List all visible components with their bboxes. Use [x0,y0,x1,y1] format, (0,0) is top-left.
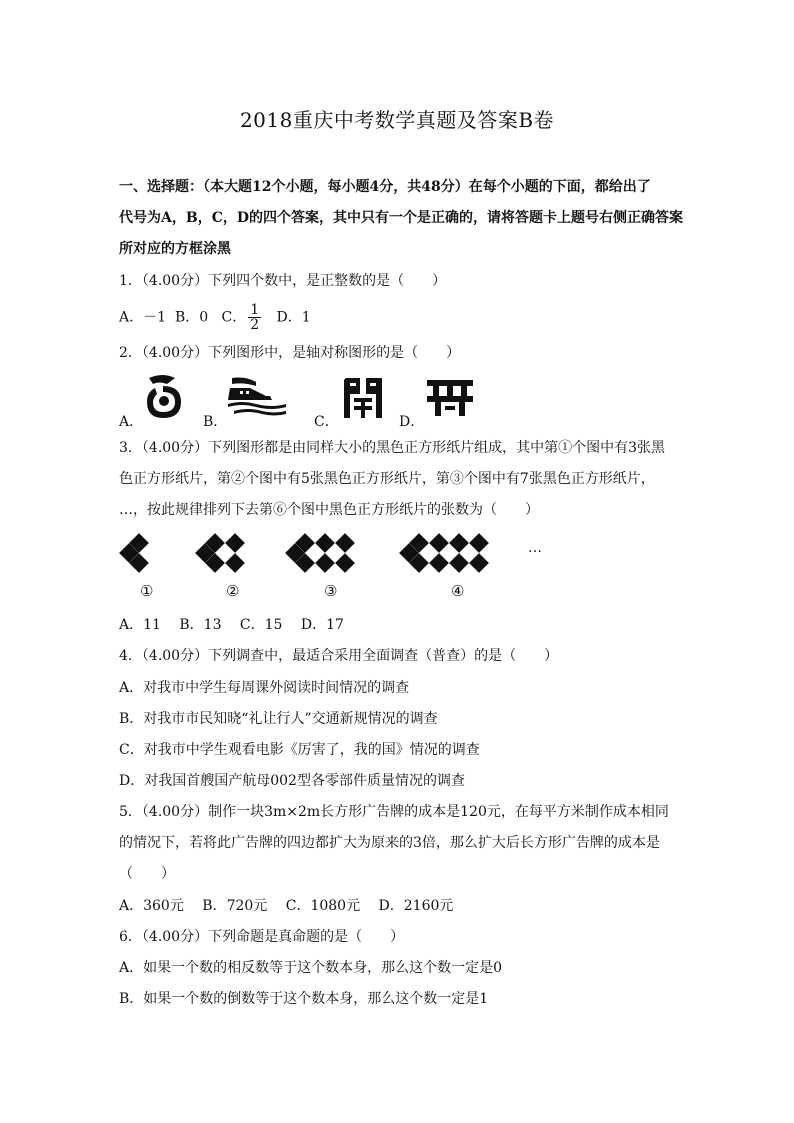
q6-option-a: A．如果一个数的相反数等于这个数本身，那么这个数一定是0 [119,960,503,976]
fraction-numerator: 1 [250,302,260,318]
black-square [225,533,245,553]
q3-figure-4 [400,533,512,577]
q3-figure-label-1: ① [140,582,154,600]
q3-figure-label-3: ③ [324,582,338,600]
q3-figure-2 [196,533,266,577]
q1-stem: 1．（4.00分）下列四个数中，是正整数的是（ ） [119,273,447,289]
black-square [469,533,489,553]
q3-stem-line1: 3．（4.00分）下列图形都是由同样大小的黑色正方形纸片组成，其中第①个图中有3张黑 [119,440,665,456]
q2-figure-a-swirl [141,372,187,420]
q3-figure-label-4: ④ [451,582,465,600]
q6-stem: 6．（4.00分）下列命题是真命题的是（ ） [119,929,405,945]
q3-options: A．11 B．13 C．15 D．17 [119,617,344,633]
black-square [429,553,449,573]
section-heading-line2: 代号为A，B，C，D的四个答案，其中只有一个是正确的，请将答题卡上题号右侧正确答案 [119,210,683,226]
q3-stem-line2: 色正方形纸片，第②个图中有5张黑色正方形纸片，第③个图中有7张黑色正方形纸片， [119,471,655,487]
q6-option-b: B．如果一个数的倒数等于这个数本身，那么这个数一定是1 [119,991,489,1007]
q2-stem: 2．（4.00分）下列图形中，是轴对称图形的是（ ） [119,345,461,361]
fraction-denominator: 2 [250,317,260,333]
black-square [225,553,245,573]
q2-figure-b-ship [226,374,288,418]
q4-stem: 4．（4.00分）下列调查中，最适合采用全面调查（普查）的是（ ） [119,648,559,664]
black-square [335,533,355,553]
q1-options [119,303,311,332]
section-heading-line3: 所对应的方框涂黑 [119,241,231,257]
q3-ellipsis: … [528,540,542,556]
black-square [429,533,449,553]
q2-label-a: A． [119,414,144,430]
q2-figure-c-seal [340,374,386,420]
q4-option-c: C．对我市中学生观看电影《厉害了，我的国》情况的调查 [119,742,480,758]
q5-options: A．360元 B．720元 C．1080元 D．2160元 [119,898,454,914]
q3-figure-label-2: ② [226,582,240,600]
q1-option-a: A．－1 [119,309,167,326]
q3-figure-1 [120,533,170,577]
q1-option-d: D．1 [276,309,311,326]
q3-stem-line3: …，按此规律排列下去第⑥个图中黑色正方形纸片的张数为（ ） [119,502,539,518]
q4-option-d: D．对我国首艘国产航母002型各零部件质量情况的调查 [119,773,465,789]
q1-option-c-fraction [248,303,261,332]
q1-option-b: B．0 [174,309,209,326]
q3-figure-3 [286,533,378,577]
black-square [449,553,469,573]
q2-label-b: B． [203,414,228,430]
q2-label-d: D． [399,414,425,430]
black-square [315,533,335,553]
page-title: 2018重庆中考数学真题及答案B卷 [239,108,555,132]
q5-stem-line2: 的情况下，若将此广告牌的四边都扩大为原来的3倍，那么扩大后长方形广告牌的成本是 [119,835,660,851]
q1-option-c-label: C． [221,309,247,326]
q4-option-b: B．对我市市民知晓“礼让行人”交通新规情况的调查 [119,711,438,727]
black-square [469,553,489,573]
section-heading-line1: 一、选择题：（本大题12个小题，每小题4分，共48分）在每个小题的下面，都给出了 [119,179,651,195]
q4-option-a: A．对我市中学生每周课外阅读时间情况的调查 [119,680,410,696]
black-square [449,533,469,553]
black-square [315,553,335,573]
black-square [335,553,355,573]
q5-stem-line1: 5．（4.00分）制作一块3m×2m长方形广告牌的成本是120元，在每平方米制作成本相同 [119,804,669,820]
q5-stem-line3: （ ） [119,866,175,882]
q2-label-c: C． [314,414,339,430]
q2-figure-d-seal [425,378,475,418]
